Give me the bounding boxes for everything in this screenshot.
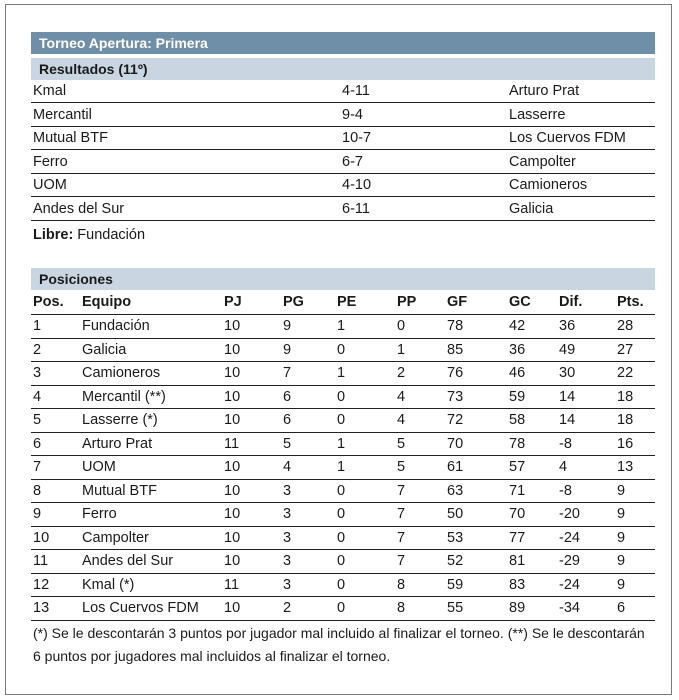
cell-pe: 0 bbox=[337, 600, 346, 616]
cell-pos: 10 bbox=[33, 529, 50, 546]
footnote: (*) Se le descontarán 3 puntos por jugador mal incluido al finalizar el torneo. (**) Se le descontarán 6 puntos por jugadores mal incluidos al finalizar el torneo. bbox=[33, 625, 645, 664]
cell-pj: 10 bbox=[224, 600, 241, 616]
cell-gf: 52 bbox=[447, 553, 464, 569]
result-away-team: Camioneros bbox=[509, 177, 588, 193]
cell-pe: 1 bbox=[337, 318, 346, 334]
result-home-team: UOM bbox=[33, 177, 67, 193]
cell-pg: 9 bbox=[283, 341, 292, 358]
cell-gc: 71 bbox=[509, 482, 526, 499]
cell-gc: 58 bbox=[509, 412, 526, 428]
cell-dif: -24 bbox=[559, 576, 580, 593]
cell-pe: 1 bbox=[337, 435, 346, 452]
result-score: 6-7 bbox=[342, 153, 363, 170]
cell-pe: 1 bbox=[337, 365, 346, 381]
cell-dif: 49 bbox=[559, 341, 576, 358]
cell-team: Ferro bbox=[82, 506, 117, 522]
standings-title: Posiciones bbox=[39, 271, 113, 287]
cell-pp: 8 bbox=[397, 600, 406, 616]
cell-pp: 0 bbox=[397, 318, 406, 334]
cell-pg: 4 bbox=[283, 459, 292, 475]
result-home-team: Kmal bbox=[33, 83, 67, 99]
tournament-panel bbox=[5, 4, 672, 695]
cell-pg: 3 bbox=[283, 482, 292, 499]
cell-gc: 42 bbox=[509, 318, 526, 334]
result-home-team: Mercantil bbox=[33, 106, 92, 123]
bye-team: Fundación bbox=[73, 227, 146, 243]
cell-pp: 4 bbox=[397, 412, 406, 428]
header-pg: PG bbox=[283, 294, 304, 310]
cell-pj: 10 bbox=[224, 365, 241, 381]
cell-pos: 11 bbox=[33, 553, 49, 569]
cell-pg: 3 bbox=[283, 553, 292, 569]
cell-team: Galicia bbox=[82, 341, 127, 358]
cell-pg: 3 bbox=[283, 506, 292, 522]
cell-pe: 0 bbox=[337, 388, 346, 405]
cell-gc: 57 bbox=[509, 459, 526, 475]
cell-pj: 11 bbox=[224, 576, 240, 593]
result-row bbox=[31, 198, 655, 221]
cell-dif: 14 bbox=[559, 412, 576, 428]
tournament-title: Torneo Apertura: Primera bbox=[39, 35, 208, 51]
header-gf: GF bbox=[447, 294, 468, 310]
standings-row bbox=[31, 315, 655, 339]
cell-pos: 5 bbox=[33, 412, 42, 428]
cell-gf: 85 bbox=[447, 341, 464, 358]
cell-pts: 9 bbox=[617, 482, 626, 499]
cell-dif: 14 bbox=[559, 388, 576, 405]
cell-pj: 10 bbox=[224, 412, 241, 428]
cell-pg: 5 bbox=[283, 435, 292, 452]
cell-pts: 18 bbox=[617, 412, 634, 428]
cell-gc: 81 bbox=[509, 553, 526, 569]
cell-pe: 0 bbox=[337, 412, 346, 428]
cell-pos: 2 bbox=[33, 341, 42, 358]
cell-pts: 28 bbox=[617, 318, 634, 334]
standings-row bbox=[31, 386, 655, 410]
standings-row bbox=[31, 597, 655, 621]
cell-gf: 70 bbox=[447, 435, 464, 452]
cell-pos: 7 bbox=[33, 459, 42, 475]
cell-pe: 0 bbox=[337, 482, 346, 499]
cell-gc: 77 bbox=[509, 529, 526, 546]
cell-pp: 7 bbox=[397, 529, 406, 546]
result-home-team: Andes del Sur bbox=[33, 200, 125, 217]
cell-pe: 0 bbox=[337, 576, 346, 593]
cell-gf: 61 bbox=[447, 459, 464, 475]
cell-pe: 0 bbox=[337, 341, 346, 358]
cell-pts: 9 bbox=[617, 576, 626, 593]
cell-gf: 73 bbox=[447, 388, 464, 405]
result-score: 6-11 bbox=[342, 200, 370, 217]
cell-team: Camioneros bbox=[82, 365, 161, 381]
cell-pts: 16 bbox=[617, 435, 634, 452]
cell-dif: 4 bbox=[559, 459, 568, 475]
cell-pj: 10 bbox=[224, 482, 241, 499]
cell-pg: 3 bbox=[283, 576, 292, 593]
cell-gf: 59 bbox=[447, 576, 464, 593]
cell-pj: 10 bbox=[224, 341, 241, 358]
cell-gc: 78 bbox=[509, 435, 526, 452]
cell-dif: -29 bbox=[559, 553, 580, 569]
cell-pos: 8 bbox=[33, 482, 42, 499]
header-pe: PE bbox=[337, 294, 357, 310]
cell-dif: -24 bbox=[559, 529, 580, 546]
standings-row bbox=[31, 550, 655, 574]
standings-row bbox=[31, 456, 655, 480]
standings-row bbox=[31, 362, 655, 386]
cell-dif: 36 bbox=[559, 318, 576, 334]
result-away-team: Galicia bbox=[509, 200, 554, 217]
cell-pg: 3 bbox=[283, 529, 292, 546]
result-away-team: Arturo Prat bbox=[509, 83, 580, 99]
cell-team: Kmal (*) bbox=[82, 576, 135, 593]
standings-row bbox=[31, 527, 655, 551]
cell-pp: 7 bbox=[397, 482, 406, 499]
cell-pos: 12 bbox=[33, 576, 50, 593]
cell-gc: 89 bbox=[509, 600, 526, 616]
cell-gf: 63 bbox=[447, 482, 464, 499]
cell-pe: 0 bbox=[337, 529, 346, 546]
cell-team: Mutual BTF bbox=[82, 482, 157, 499]
cell-gf: 53 bbox=[447, 529, 464, 546]
result-score: 4-11 bbox=[342, 83, 370, 99]
cell-pts: 22 bbox=[617, 365, 634, 381]
result-row bbox=[31, 104, 655, 127]
cell-dif: -8 bbox=[559, 482, 572, 499]
cell-gf: 72 bbox=[447, 412, 464, 428]
cell-pj: 10 bbox=[224, 529, 241, 546]
cell-pg: 6 bbox=[283, 388, 292, 405]
cell-pp: 4 bbox=[397, 388, 406, 405]
cell-pts: 18 bbox=[617, 388, 634, 405]
result-home-team: Ferro bbox=[33, 153, 68, 170]
header-team: Equipo bbox=[82, 294, 132, 310]
header-dif: Dif. bbox=[559, 294, 583, 310]
cell-pp: 7 bbox=[397, 506, 406, 522]
standings-row bbox=[31, 574, 655, 598]
header-pts: Pts. bbox=[617, 294, 644, 310]
header-pos: Pos. bbox=[33, 294, 64, 310]
result-row bbox=[31, 127, 655, 150]
cell-pts: 9 bbox=[617, 553, 626, 569]
cell-team: Andes del Sur bbox=[82, 553, 174, 569]
cell-pos: 13 bbox=[33, 600, 50, 616]
cell-pp: 5 bbox=[397, 435, 406, 452]
cell-dif: -20 bbox=[559, 506, 580, 522]
standings-row bbox=[31, 433, 655, 457]
cell-team: Mercantil (**) bbox=[82, 388, 166, 405]
cell-team: Lasserre (*) bbox=[82, 412, 158, 428]
cell-team: Campolter bbox=[82, 529, 149, 546]
cell-pts: 27 bbox=[617, 341, 634, 358]
cell-gf: 78 bbox=[447, 318, 464, 334]
cell-pj: 11 bbox=[224, 435, 240, 452]
result-away-team: Lasserre bbox=[509, 106, 566, 123]
cell-pg: 6 bbox=[283, 412, 292, 428]
cell-pts: 9 bbox=[617, 506, 626, 522]
cell-pos: 6 bbox=[33, 435, 42, 452]
cell-dif: -34 bbox=[559, 600, 580, 616]
cell-pe: 1 bbox=[337, 459, 346, 475]
cell-gf: 76 bbox=[447, 365, 464, 381]
tournament-title-bar bbox=[31, 32, 655, 54]
standings-row bbox=[31, 480, 655, 504]
cell-pos: 1 bbox=[33, 318, 42, 334]
cell-team: Arturo Prat bbox=[82, 435, 153, 452]
result-row bbox=[31, 80, 655, 103]
cell-pp: 1 bbox=[397, 341, 406, 358]
cell-pj: 10 bbox=[224, 506, 241, 522]
cell-pg: 2 bbox=[283, 600, 292, 616]
result-home-team: Mutual BTF bbox=[33, 130, 108, 146]
cell-pg: 7 bbox=[283, 365, 292, 381]
cell-gc: 36 bbox=[509, 341, 526, 358]
cell-pj: 10 bbox=[224, 318, 241, 334]
cell-gc: 59 bbox=[509, 388, 526, 405]
cell-gc: 83 bbox=[509, 576, 526, 593]
bye-note bbox=[33, 226, 145, 244]
cell-dif: -8 bbox=[559, 435, 572, 452]
standings-title-bar bbox=[31, 268, 655, 290]
header-pp: PP bbox=[397, 294, 417, 310]
result-row bbox=[31, 174, 655, 197]
cell-pj: 10 bbox=[224, 553, 241, 569]
cell-pos: 9 bbox=[33, 506, 42, 522]
cell-gc: 46 bbox=[509, 365, 526, 381]
cell-pos: 3 bbox=[33, 365, 42, 381]
header-gc: GC bbox=[509, 294, 531, 310]
cell-pts: 6 bbox=[617, 600, 626, 616]
standings-row bbox=[31, 503, 655, 527]
bye-label: Libre: bbox=[33, 227, 74, 243]
cell-gc: 70 bbox=[509, 506, 526, 522]
cell-team: Los Cuervos FDM bbox=[82, 600, 199, 616]
cell-pp: 7 bbox=[397, 553, 406, 569]
result-score: 9-4 bbox=[342, 106, 363, 123]
results-title: Resultados (11º) bbox=[39, 61, 148, 77]
result-row bbox=[31, 151, 655, 174]
cell-pp: 8 bbox=[397, 576, 406, 593]
cell-gf: 55 bbox=[447, 600, 464, 616]
results-title-bar bbox=[31, 58, 655, 80]
cell-pos: 4 bbox=[33, 388, 42, 405]
cell-pe: 0 bbox=[337, 506, 346, 522]
cell-pts: 13 bbox=[617, 459, 634, 475]
standings-header-row bbox=[31, 291, 655, 315]
cell-team: Fundación bbox=[82, 318, 150, 334]
cell-pg: 9 bbox=[283, 318, 292, 334]
cell-dif: 30 bbox=[559, 365, 576, 381]
cell-team: UOM bbox=[82, 459, 116, 475]
header-pj: PJ bbox=[224, 294, 242, 310]
standings-row bbox=[31, 339, 655, 363]
cell-pp: 5 bbox=[397, 459, 406, 475]
result-score: 4-10 bbox=[342, 177, 372, 193]
standings-row bbox=[31, 409, 655, 433]
cell-pts: 9 bbox=[617, 529, 626, 546]
cell-gf: 50 bbox=[447, 506, 464, 522]
cell-pj: 10 bbox=[224, 459, 241, 475]
result-away-team: Los Cuervos FDM bbox=[509, 130, 626, 146]
cell-pj: 10 bbox=[224, 388, 241, 405]
result-score: 10-7 bbox=[342, 130, 372, 146]
cell-pp: 2 bbox=[397, 365, 406, 381]
cell-pe: 0 bbox=[337, 553, 346, 569]
result-away-team: Campolter bbox=[509, 153, 576, 170]
